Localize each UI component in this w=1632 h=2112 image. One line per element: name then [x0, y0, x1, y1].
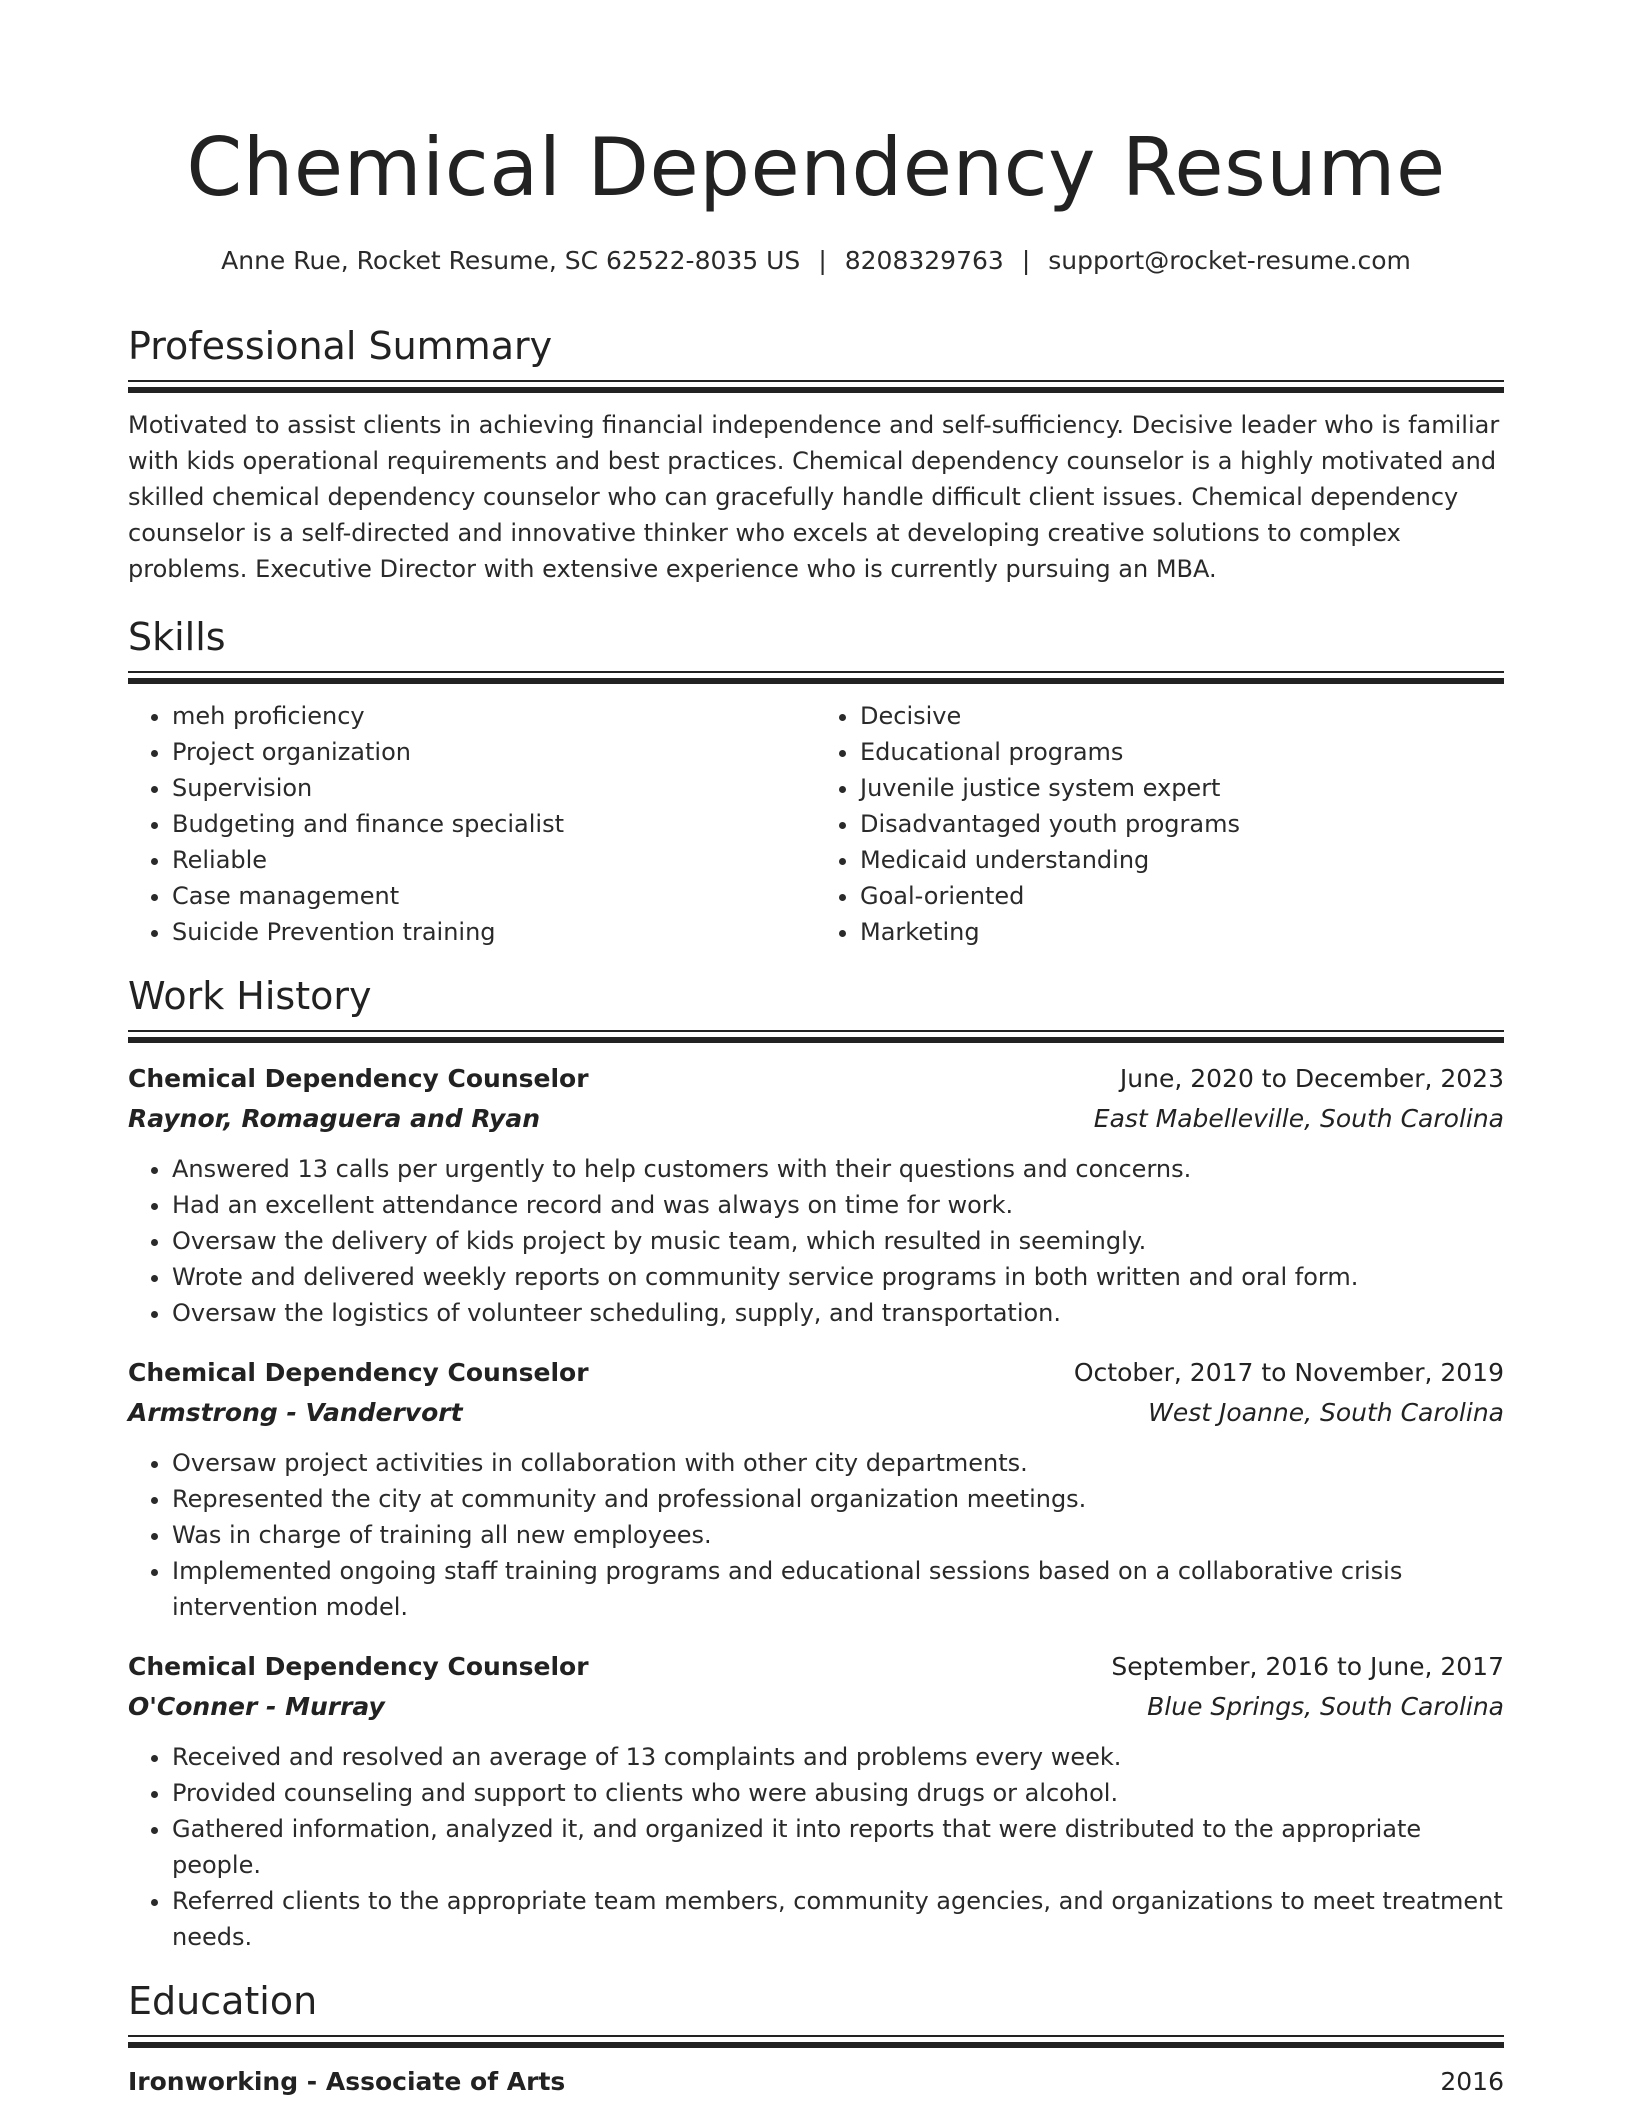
contact-separator: |: [818, 246, 827, 275]
skill-item: • Goal-oriented: [860, 878, 1504, 914]
job-bullet: • Implemented ongoing staff training programs and educational sessions based on a collaborative crisis intervention model.: [172, 1553, 1504, 1625]
skill-item: • Reliable: [172, 842, 816, 878]
skill-item: • Decisive: [860, 698, 1504, 734]
contact-address: Anne Rue, Rocket Resume, SC 62522-8035 US: [221, 246, 801, 275]
skill-item: • Educational programs: [860, 734, 1504, 770]
job-bullet: • Received and resolved an average of 13 complaints and problems every week.: [172, 1739, 1504, 1775]
section-divider: [128, 671, 1504, 684]
skill-item: • Marketing: [860, 914, 1504, 950]
job-bullet: • Oversaw the logistics of volunteer scheduling, supply, and transportation.: [172, 1295, 1504, 1331]
summary-section: [128, 322, 1504, 587]
job-bullet: • Wrote and delivered weekly reports on community service programs in both written and oral form.: [172, 1259, 1504, 1295]
job-bullet: • Represented the city at community and professional organization meetings.: [172, 1481, 1504, 1517]
job-title: Chemical Dependency Counselor: [128, 1064, 589, 1093]
skill-item: • Case management: [172, 878, 816, 914]
skill-item: • meh proficiency: [172, 698, 816, 734]
job-location: West Joanne, South Carolina: [1148, 1398, 1504, 1427]
job-bullet: • Gathered information, analyzed it, and organized it into reports that were distributed to the appropriate people.: [172, 1811, 1504, 1883]
skill-item: • Medicaid understanding: [860, 842, 1504, 878]
skill-item: • Supervision: [172, 770, 816, 806]
section-divider: [128, 2035, 1504, 2048]
skills-column-right: [816, 698, 1504, 950]
section-title-summary: Professional Summary: [128, 324, 553, 368]
education-section: [128, 1977, 1504, 2102]
job-bullet: • Oversaw the delivery of kids project by music team, which resulted in seemingly.: [172, 1223, 1504, 1259]
section-title-education: Education: [128, 1979, 318, 2023]
job-bullets: [128, 1445, 1504, 1625]
skill-item: • Disadvantaged youth programs: [860, 806, 1504, 842]
skills-column-left: [128, 698, 816, 950]
contact-phone: 8208329763: [844, 246, 1004, 275]
job-bullet: • Answered 13 calls per urgently to help customers with their questions and concerns.: [172, 1151, 1504, 1187]
job-company: Armstrong - Vandervort: [128, 1398, 463, 1427]
job-entry: [128, 1059, 1504, 1331]
job-title: Chemical Dependency Counselor: [128, 1652, 589, 1681]
summary-text: Motivated to assist clients in achieving financial independence and self-sufficiency. Decisive leader who is familiar with kids operational requirements and best practices. Chemical dependency counselor is a highly motivated and skilled chemical dependency counselor who can gracefully handle difficult client issues. Chemical dependency counselor is a self-directed and innovative thinker who excels at developing creative solutions to complex problems. Executive Director with extensive experience who is currently pursuing an MBA.: [128, 411, 1500, 583]
job-bullet: • Provided counseling and support to clients who were abusing drugs or alcohol.: [172, 1775, 1504, 1811]
resume-page: [128, 0, 1504, 2102]
skill-item: • Juvenile justice system expert: [860, 770, 1504, 806]
job-dates: October, 2017 to November, 2019: [1073, 1358, 1504, 1387]
section-title-work-history: Work History: [128, 974, 372, 1018]
education-degree: Ironworking - Associate of Arts: [128, 2067, 566, 2096]
skill-item: • Budgeting and finance specialist: [172, 806, 816, 842]
skills-section: [128, 613, 1504, 950]
section-divider: [128, 380, 1504, 393]
education-year: 2016: [1440, 2067, 1504, 2096]
job-bullets: [128, 1151, 1504, 1331]
job-location: East Mabelleville, South Carolina: [1093, 1104, 1504, 1133]
resume-title: Chemical Dependency Resume: [186, 121, 1446, 214]
job-bullets: [128, 1739, 1504, 1955]
section-title-skills: Skills: [128, 615, 226, 659]
job-dates: June, 2020 to December, 2023: [1119, 1064, 1504, 1093]
job-title: Chemical Dependency Counselor: [128, 1358, 589, 1387]
job-entry: [128, 1353, 1504, 1625]
job-entry: [128, 1647, 1504, 1955]
skill-item: • Suicide Prevention training: [172, 914, 816, 950]
job-bullet: • Had an excellent attendance record and was always on time for work.: [172, 1187, 1504, 1223]
job-company: O'Conner - Murray: [128, 1692, 385, 1721]
contact-separator: |: [1021, 246, 1031, 275]
job-bullet: • Referred clients to the appropriate team members, community agencies, and organizations to meet treatment needs.: [172, 1883, 1504, 1955]
job-bullet: • Oversaw project activities in collaboration with other city departments.: [172, 1445, 1504, 1481]
skills-list: [128, 698, 1504, 950]
job-bullet: • Was in charge of training all new employees.: [172, 1517, 1504, 1553]
contact-email[interactable]: support@rocket-resume.com: [1048, 246, 1411, 275]
job-location: Blue Springs, South Carolina: [1147, 1692, 1504, 1721]
job-company: Raynor, Romaguera and Ryan: [128, 1104, 541, 1133]
contact-line: [128, 244, 1504, 278]
job-dates: September, 2016 to June, 2017: [1111, 1652, 1504, 1681]
work-history-section: [128, 972, 1504, 1955]
section-divider: [128, 1030, 1504, 1043]
skill-item: • Project organization: [172, 734, 816, 770]
education-entry: [128, 2062, 1504, 2102]
